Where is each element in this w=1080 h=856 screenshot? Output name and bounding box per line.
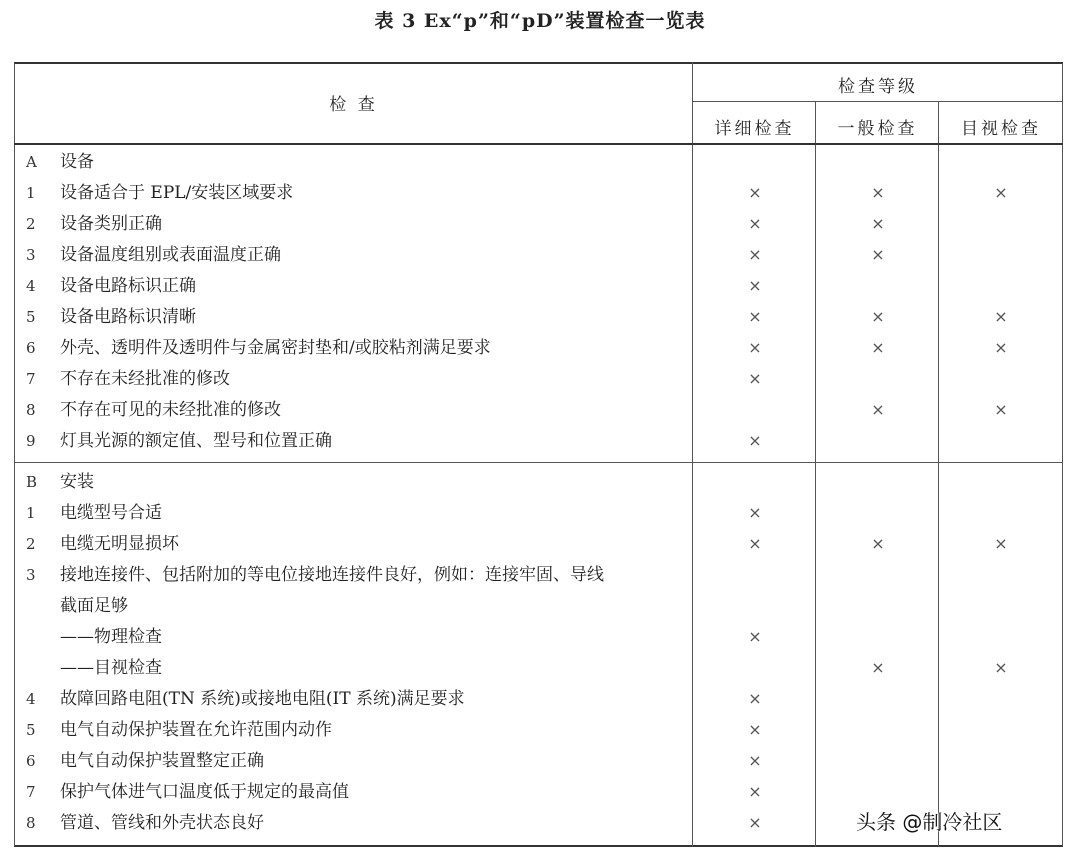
check-mark: × bbox=[871, 245, 885, 264]
divider-header-body bbox=[14, 143, 1063, 145]
check-mark: × bbox=[748, 245, 762, 264]
section-name: 设备 bbox=[60, 152, 94, 172]
header-col-detailed: 详细检查 bbox=[714, 119, 795, 139]
check-mark: × bbox=[994, 534, 1008, 553]
check-mark: × bbox=[871, 183, 885, 202]
row-number: 3 bbox=[26, 246, 36, 264]
row-number: 8 bbox=[26, 814, 36, 832]
row-text: ——物理检查 bbox=[60, 627, 162, 647]
row-number: 3 bbox=[26, 566, 36, 584]
row-number: 7 bbox=[26, 783, 36, 801]
check-mark: × bbox=[871, 534, 885, 553]
row-text: 接地连接件、包括附加的等电位接地连接件良好，例如：连接牢固、导线 bbox=[60, 565, 604, 585]
row-text: 外壳、透明件及透明件与金属密封垫和/或胶粘剂满足要求 bbox=[60, 338, 491, 358]
check-mark: × bbox=[748, 813, 762, 832]
row-text: 设备电路标识清晰 bbox=[60, 307, 196, 327]
check-mark: × bbox=[748, 627, 762, 646]
row-text: 不存在未经批准的修改 bbox=[60, 369, 230, 389]
row-number: 4 bbox=[26, 277, 36, 295]
check-mark: × bbox=[994, 183, 1008, 202]
divider-section-a-b bbox=[14, 462, 1063, 463]
check-mark: × bbox=[871, 307, 885, 326]
header-col-general: 一般检查 bbox=[837, 119, 918, 139]
check-mark: × bbox=[994, 400, 1008, 419]
check-mark: × bbox=[748, 307, 762, 326]
check-mark: × bbox=[748, 431, 762, 450]
row-number: 5 bbox=[26, 721, 36, 739]
divider-check-grade bbox=[692, 62, 693, 847]
row-number: 1 bbox=[26, 504, 36, 522]
check-mark: × bbox=[994, 338, 1008, 357]
check-mark: × bbox=[748, 183, 762, 202]
row-number: 4 bbox=[26, 690, 36, 708]
row-number: 6 bbox=[26, 339, 36, 357]
check-mark: × bbox=[748, 503, 762, 522]
check-mark: × bbox=[994, 307, 1008, 326]
check-mark: × bbox=[871, 658, 885, 677]
row-number: 2 bbox=[26, 535, 36, 553]
header-grade-group: 检查等级 bbox=[838, 77, 918, 97]
check-mark: × bbox=[871, 338, 885, 357]
check-mark: × bbox=[748, 214, 762, 233]
check-mark: × bbox=[748, 276, 762, 295]
section-letter: B bbox=[26, 473, 38, 491]
section-letter: A bbox=[26, 153, 37, 171]
row-text: 故障回路电阻(TN 系统)或接地电阻(IT 系统)满足要求 bbox=[60, 689, 465, 709]
check-mark: × bbox=[748, 689, 762, 708]
check-mark: × bbox=[748, 369, 762, 388]
check-mark: × bbox=[994, 658, 1008, 677]
row-text: 灯具光源的额定值、型号和位置正确 bbox=[60, 431, 332, 451]
row-number: 6 bbox=[26, 752, 36, 770]
header-check: 检 查 bbox=[329, 95, 378, 115]
check-mark: × bbox=[748, 720, 762, 739]
row-text: 设备电路标识正确 bbox=[60, 276, 196, 296]
row-text: 电气自动保护装置整定正确 bbox=[60, 751, 264, 771]
divider-detailed-general bbox=[815, 102, 816, 847]
check-mark: × bbox=[748, 782, 762, 801]
row-text: 电缆无明显损坏 bbox=[60, 534, 179, 554]
divider-grade-subheader bbox=[692, 101, 1063, 102]
row-number: 1 bbox=[26, 184, 36, 202]
row-number: 2 bbox=[26, 215, 36, 233]
row-text: 设备温度组别或表面温度正确 bbox=[60, 245, 281, 265]
check-mark: × bbox=[748, 338, 762, 357]
row-number: 8 bbox=[26, 401, 36, 419]
check-mark: × bbox=[871, 214, 885, 233]
header-col-visual: 目视检查 bbox=[961, 119, 1041, 139]
section-name: 安装 bbox=[60, 472, 94, 492]
row-number: 7 bbox=[26, 370, 36, 388]
row-text: 设备类别正确 bbox=[60, 214, 162, 234]
row-text: ——目视检查 bbox=[60, 658, 162, 678]
table-title: 表 3 Ex“p”和“pD”装置检查一览表 bbox=[374, 10, 706, 32]
row-text: 管道、管线和外壳状态良好 bbox=[60, 813, 264, 833]
watermark: 头条 @制冷社区 bbox=[856, 810, 1003, 834]
row-number: 9 bbox=[26, 432, 36, 450]
check-mark: × bbox=[871, 400, 885, 419]
divider-general-visual bbox=[938, 102, 939, 847]
row-text: 不存在可见的未经批准的修改 bbox=[60, 400, 281, 420]
check-mark: × bbox=[748, 534, 762, 553]
row-text: 设备适合于 EPL/安装区域要求 bbox=[60, 183, 294, 203]
row-text: 截面足够 bbox=[60, 596, 128, 616]
row-number: 5 bbox=[26, 308, 36, 326]
check-mark: × bbox=[748, 751, 762, 770]
row-text: 电气自动保护装置在允许范围内动作 bbox=[60, 720, 332, 740]
row-text: 电缆型号合适 bbox=[60, 503, 162, 523]
row-text: 保护气体进气口温度低于规定的最高值 bbox=[60, 782, 349, 802]
